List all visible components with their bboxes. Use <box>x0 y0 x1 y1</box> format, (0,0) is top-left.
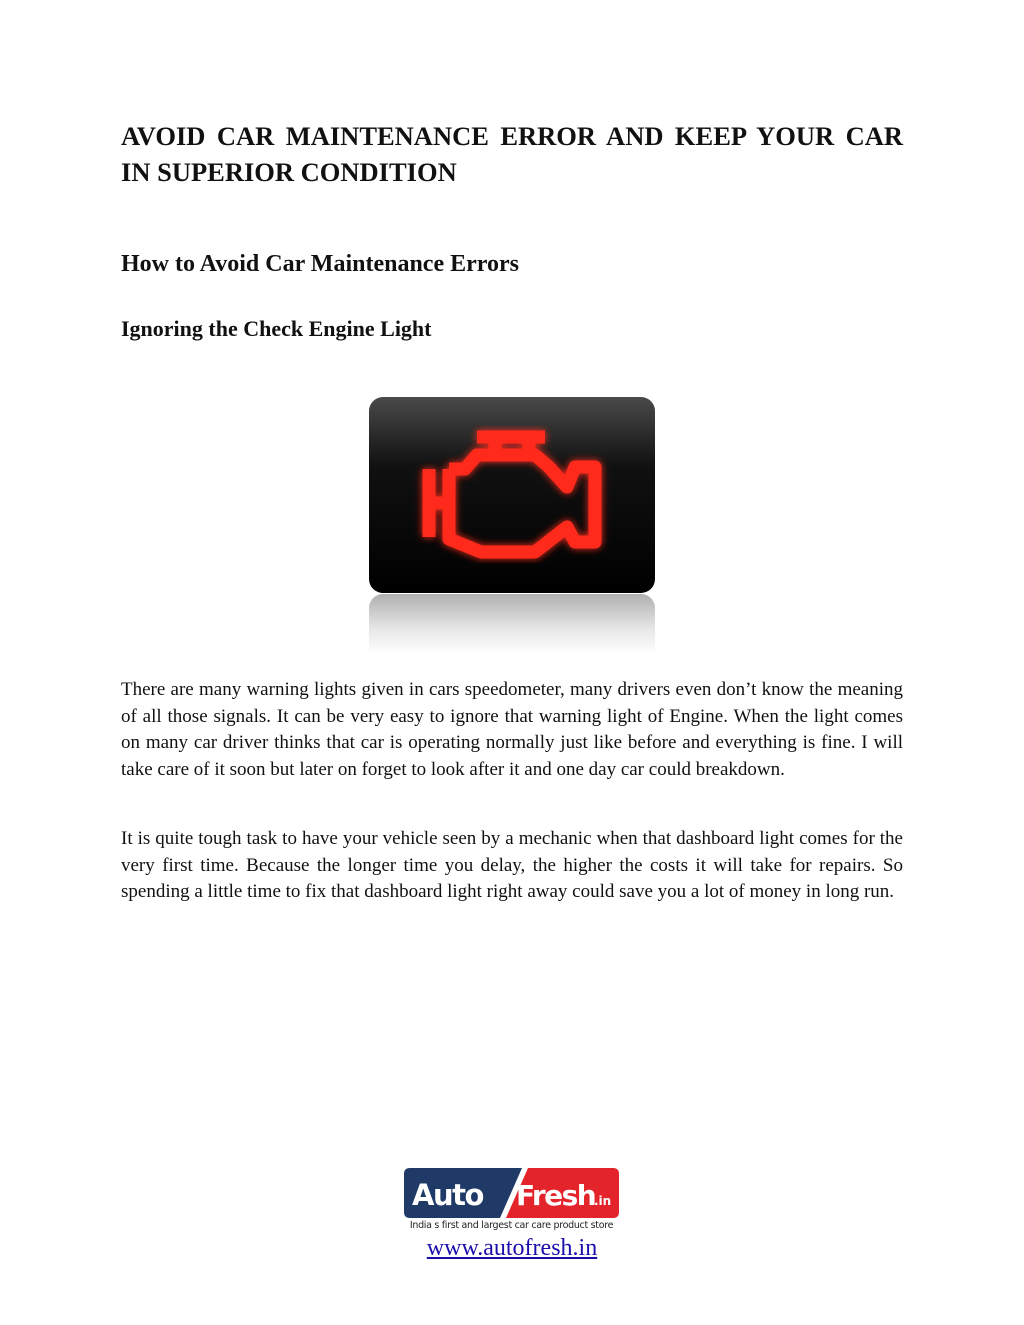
document-title: AVOID CAR MAINTENANCE ERROR AND KEEP YOUR CAR IN SUPERIOR CONDITION <box>121 121 903 187</box>
image-reflection <box>369 594 655 654</box>
paragraph-1: There are many warning lights given in cars speedometer, many drivers even don’t know the meaning of all those signals. It can be very easy to ignore that warning light of Engine. When the light comes on many car driver thinks that car is operating normally just like before and everything is fine. I will take care of it soon but later on forget to look after it and one day car could breakdown. <box>121 679 903 780</box>
section-heading: How to Avoid Car Maintenance Errors <box>121 251 519 277</box>
autofresh-logo <box>404 1168 619 1218</box>
check-engine-icon <box>369 397 655 593</box>
logo-tagline: India s first and largest car care product store <box>409 1220 614 1231</box>
check-engine-image <box>369 397 655 593</box>
svg-text:Fresh: Fresh <box>516 1179 596 1212</box>
svg-text:.in: .in <box>594 1194 612 1208</box>
website-link[interactable]: www.autofresh.in <box>426 1235 598 1261</box>
svg-text:Auto: Auto <box>412 1178 483 1212</box>
subsection-heading: Ignoring the Check Engine Light <box>121 316 432 341</box>
paragraph-2: It is quite tough task to have your vehicle seen by a mechanic when that dashboard light comes for the very first time. Because the longer time you delay, the higher the costs it will take for repairs. So spending a little time to fix that dashboard light right away could save you a lot of money in long run. <box>121 828 903 902</box>
